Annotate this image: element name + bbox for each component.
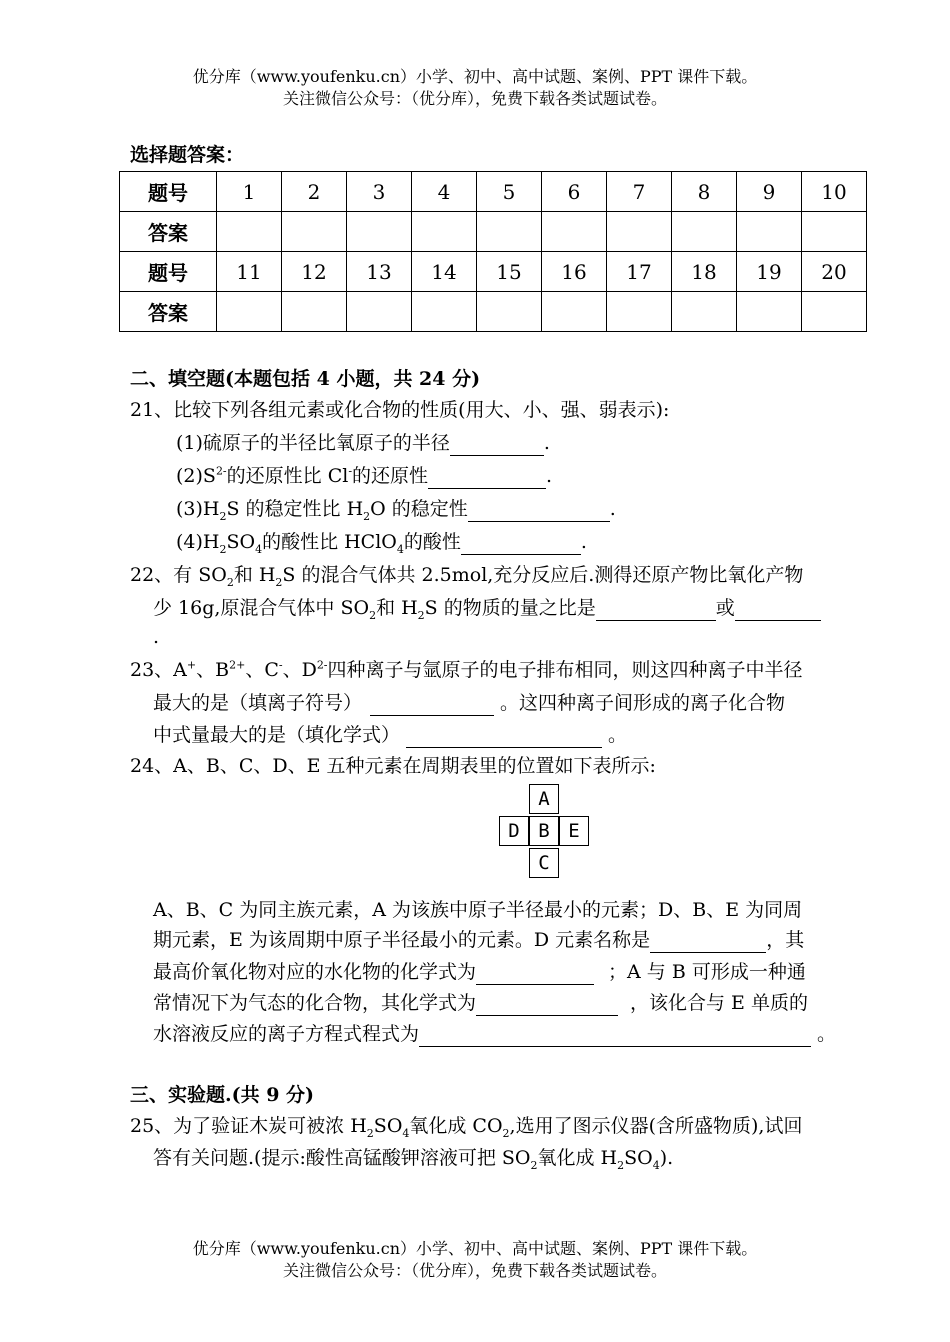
q21-p3-a: (3)H — [176, 498, 220, 520]
section-2-title: 二、填空题(本题包括 4 小题，共 24 分) — [130, 368, 481, 390]
q25-line-1 — [130, 1113, 802, 1139]
question-number: 2 — [282, 172, 347, 212]
grid-cell-right: E — [559, 816, 589, 846]
q25-l2-b: 氧化成 H — [537, 1147, 618, 1169]
q22-l2-sub2: 2 — [417, 608, 425, 622]
question-number: 6 — [542, 172, 607, 212]
q21-part-4 — [176, 529, 587, 555]
table-row-numbers-1 — [120, 172, 867, 212]
question-number: 19 — [737, 252, 802, 292]
q24-l4-a: 常情况下为气态的化合物，其化学式为 — [153, 992, 477, 1014]
q21-p4-sub3: 4 — [396, 542, 404, 556]
answer-blank[interactable] — [468, 501, 610, 522]
answer-cell[interactable] — [477, 292, 542, 332]
q22-l1-a: 22、有 SO — [130, 564, 227, 586]
q25-l2-sub2: 2 — [617, 1158, 625, 1172]
q24-line-2 — [153, 927, 804, 953]
q21-part-3 — [176, 496, 616, 522]
q25-l1-d: ,选用了图示仪器(含所盛物质),试回 — [509, 1115, 803, 1137]
q23-l1-e: 四种离子与氩原子的电子排布相同，则这四种离子中半径 — [327, 659, 803, 681]
q21-p3-b: S 的稳定性比 H — [226, 498, 364, 520]
q21-p4-sub2: 4 — [255, 542, 263, 556]
footer-line-2: 关注微信公众号：（优分库），免费下载各类试题试卷。 — [282, 1261, 667, 1280]
answer-cell[interactable] — [347, 292, 412, 332]
q24-line-5 — [153, 1021, 836, 1047]
answer-cell[interactable] — [672, 212, 737, 252]
q23-l3-b: 。 — [602, 724, 628, 746]
answer-cell[interactable] — [672, 292, 737, 332]
q22-l2-sub: 2 — [369, 608, 377, 622]
answer-cell[interactable] — [477, 212, 542, 252]
answer-blank[interactable] — [370, 695, 494, 716]
answer-cell[interactable] — [412, 212, 477, 252]
q21-p4-c: 的酸性比 HClO — [262, 531, 397, 553]
answer-blank[interactable] — [406, 727, 602, 748]
q21-p3-c: O 的稳定性 — [370, 498, 468, 520]
question-number: 5 — [477, 172, 542, 212]
question-number: 3 — [347, 172, 412, 212]
section-3-title: 三、实验题.(共 9 分) — [130, 1084, 315, 1106]
q21-p1-text: (1)硫原子的半径比氧原子的半径 — [176, 432, 450, 454]
answer-cell[interactable] — [737, 212, 802, 252]
q24-line-3 — [153, 959, 806, 985]
question-number: 18 — [672, 252, 737, 292]
q25-l1-a: 25、为了验证木炭可被浓 H — [130, 1115, 367, 1137]
q23-l3-a: 中式量最大的是（填化学式） — [153, 724, 401, 746]
q23-line-2 — [153, 690, 785, 716]
question-number: 11 — [217, 252, 282, 292]
header-line-1: 优分库（www.youfenku.cn）小学、初中、高中试题、案例、PPT 课件下载。 — [192, 67, 758, 86]
period: . — [580, 531, 587, 553]
q21-part-2 — [176, 463, 552, 489]
answer-section-title: 选择题答案： — [130, 144, 245, 166]
header-line-2: 关注微信公众号：（优分库），免费下载各类试题试卷。 — [282, 89, 667, 108]
question-number: 16 — [542, 252, 607, 292]
q21-p2-c: 的还原性 — [352, 465, 429, 487]
q25-l2-d: ). — [659, 1147, 674, 1169]
q25-line-2 — [153, 1145, 673, 1171]
question-number: 8 — [672, 172, 737, 212]
q25-l2-sub3: 4 — [652, 1158, 660, 1172]
table-row-numbers-2 — [120, 252, 867, 292]
q23-l2-b: 。这四种离子间形成的离子化合物 — [494, 692, 786, 714]
q23-line-3 — [153, 722, 627, 748]
q25-l1-b: SO — [373, 1115, 403, 1137]
q22-line-3: . — [153, 626, 160, 648]
q25-l1-sub2: 4 — [402, 1126, 410, 1140]
q23-l2-a: 最大的是（填离子符号） — [153, 692, 363, 714]
answer-blank[interactable] — [419, 1026, 811, 1047]
q23-l1-b: 、B — [196, 659, 230, 681]
q21-p2-sup: 2- — [215, 464, 227, 478]
q22-l2-a: 少 16g,原混合气体中 SO — [153, 597, 370, 619]
answer-blank[interactable] — [596, 600, 716, 621]
question-number: 9 — [737, 172, 802, 212]
q21-p3-sub2: 2 — [363, 509, 371, 523]
q23-sup-4: 2- — [316, 658, 328, 672]
answer-blank[interactable] — [650, 932, 766, 953]
row-label: 题号 — [120, 172, 217, 212]
answer-blank[interactable] — [450, 435, 544, 456]
answer-cell[interactable] — [217, 212, 282, 252]
question-number: 1 — [217, 172, 282, 212]
grid-cell-top: A — [529, 784, 559, 814]
question-number: 10 — [802, 172, 867, 212]
q23-l1-c: 、C — [245, 659, 279, 681]
question-number: 14 — [412, 252, 477, 292]
page-footer — [0, 1238, 950, 1282]
q24-l3-a: 最高价氧化物对应的水化物的化学式为 — [153, 961, 477, 983]
q21-p2-sup2: - — [348, 464, 353, 478]
question-number: 12 — [282, 252, 347, 292]
q21-p2-a: (2)S — [176, 465, 216, 487]
answer-table — [119, 171, 867, 332]
q24-l2-b: ，其 — [766, 929, 805, 951]
q25-l2-a: 答有关问题.(提示:酸性高锰酸钾溶液可把 SO — [153, 1147, 531, 1169]
q24-line-1: A、B、C 为同主族元素，A 为该族中原子半径最小的元素；D、B、E 为同周 — [153, 899, 803, 921]
row-label: 答案 — [120, 212, 217, 252]
answer-cell[interactable] — [347, 212, 412, 252]
q21-stem: 21、比较下列各组元素或化合物的性质(用大、小、强、弱表示): — [130, 399, 670, 421]
q21-p4-a: (4)H — [176, 531, 220, 553]
grid-cell-bottom: C — [529, 848, 559, 878]
q24-l4-b: ，该化合与 E 单质的 — [630, 992, 808, 1014]
period: . — [543, 432, 550, 454]
grid-cell-left: D — [499, 816, 529, 846]
q22-line-1 — [130, 562, 803, 588]
period: . — [546, 465, 553, 487]
answer-cell[interactable] — [607, 292, 672, 332]
answer-cell[interactable] — [737, 292, 802, 332]
table-row-answers-2 — [120, 292, 867, 332]
row-label: 题号 — [120, 252, 217, 292]
q25-l1-sub3: 2 — [502, 1126, 510, 1140]
answer-cell[interactable] — [412, 292, 477, 332]
q22-l1-b: 和 H — [233, 564, 276, 586]
q24-l5-b: 。 — [811, 1023, 837, 1045]
answer-cell[interactable] — [802, 292, 867, 332]
question-number: 7 — [607, 172, 672, 212]
q23-sup-1: + — [186, 658, 197, 672]
q22-l2-b: 和 H — [376, 597, 418, 619]
answer-blank[interactable] — [476, 995, 618, 1016]
q25-l2-sub: 2 — [530, 1158, 538, 1172]
answer-cell[interactable] — [802, 212, 867, 252]
answer-blank[interactable] — [428, 468, 546, 489]
answer-cell[interactable] — [282, 292, 347, 332]
q23-l1-d: 、D — [282, 659, 317, 681]
answer-cell[interactable] — [607, 212, 672, 252]
question-number: 13 — [347, 252, 412, 292]
q22-l1-c: S 的混合气体共 2.5mol,充分反应后.测得还原产物比氧化产物 — [282, 564, 804, 586]
q24-stem: 24、A、B、C、D、E 五种元素在周期表里的位置如下表所示: — [130, 755, 656, 777]
q24-line-4 — [153, 990, 808, 1016]
q21-part-1 — [176, 430, 550, 456]
q22-l1-sub: 2 — [226, 575, 234, 589]
page-header — [0, 66, 950, 110]
q23-line-1 — [130, 657, 803, 683]
row-label: 答案 — [120, 292, 217, 332]
table-row-answers-1 — [120, 212, 867, 252]
q21-p4-d: 的酸性 — [403, 531, 461, 553]
q22-or: 或 — [715, 597, 735, 619]
answer-blank[interactable] — [735, 600, 821, 621]
answer-cell[interactable] — [542, 212, 607, 252]
q21-p4-sub: 2 — [219, 542, 227, 556]
q21-p4-b: SO — [226, 531, 256, 553]
grid-cell-center: B — [529, 816, 559, 846]
answer-cell[interactable] — [282, 212, 347, 252]
q24-l5-a: 水溶液反应的离子方程式程式为 — [153, 1023, 420, 1045]
answer-cell[interactable] — [217, 292, 282, 332]
footer-line-1: 优分库（www.youfenku.cn）小学、初中、高中试题、案例、PPT 课件下载。 — [192, 1239, 758, 1258]
q23-sup-2: 2+ — [229, 658, 246, 672]
answer-cell[interactable] — [542, 292, 607, 332]
q22-line-2 — [153, 595, 821, 621]
q22-l2-c: S 的物质的量之比是 — [424, 597, 596, 619]
question-number: 15 — [477, 252, 542, 292]
q23-sup-3: - — [278, 658, 283, 672]
q25-l2-c: SO — [624, 1147, 653, 1169]
q21-p2-b: 的还原性比 Cl — [226, 465, 349, 487]
answer-blank[interactable] — [461, 534, 581, 555]
q22-l1-sub2: 2 — [275, 575, 283, 589]
q25-l1-sub: 2 — [366, 1126, 374, 1140]
question-number: 17 — [607, 252, 672, 292]
question-number: 20 — [802, 252, 867, 292]
q25-l1-c: 氧化成 CO — [409, 1115, 503, 1137]
period: . — [609, 498, 616, 520]
q21-p3-sub: 2 — [219, 509, 227, 523]
q23-l1-a: 23、A — [130, 659, 187, 681]
q24-l3-b: ；A 与 B 可形成一种通 — [608, 961, 806, 983]
answer-blank[interactable] — [476, 964, 594, 985]
question-number: 4 — [412, 172, 477, 212]
q24-l2-a: 期元素，E 为该周期中原子半径最小的元素。D 元素名称是 — [153, 929, 651, 951]
